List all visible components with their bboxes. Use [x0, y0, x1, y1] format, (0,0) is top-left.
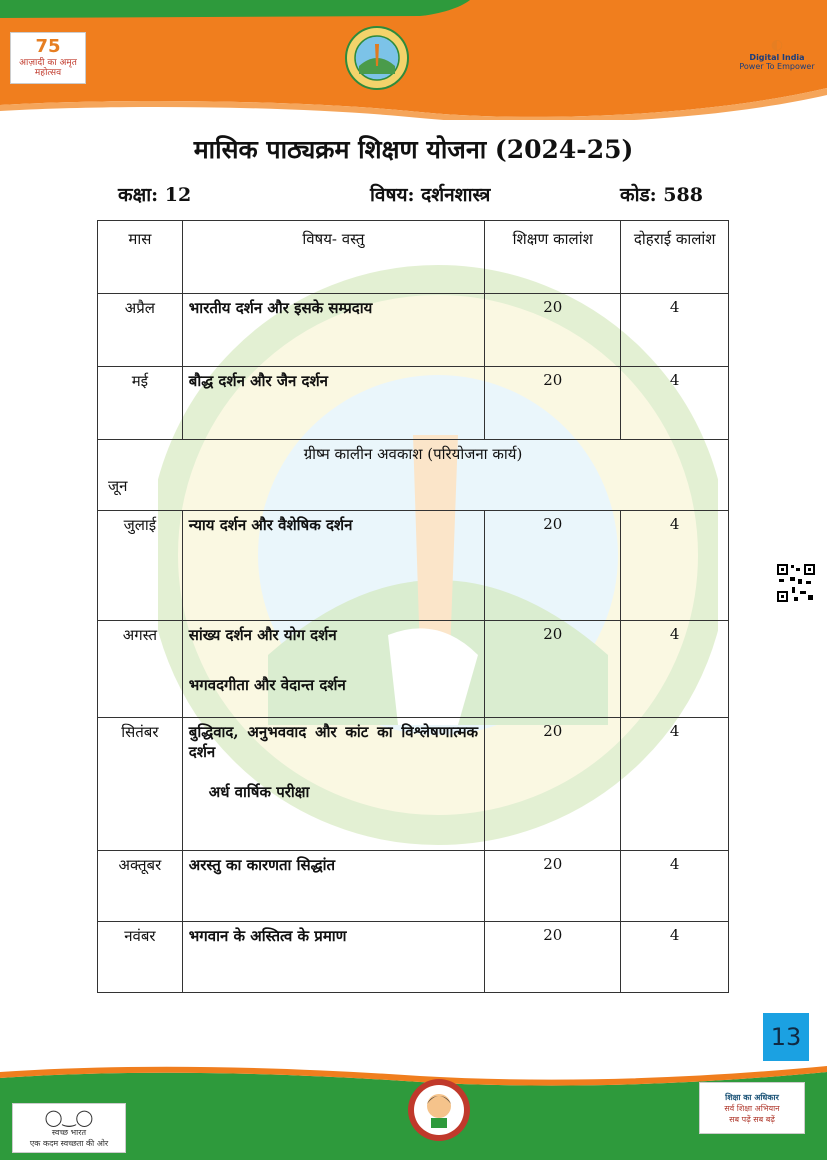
page-number-badge: 13 [763, 1013, 809, 1061]
topic-text: सांख्य दर्शन और योग दर्शन [188, 626, 337, 644]
rte-sub: सब पढ़ें सब बढ़ें [729, 1114, 775, 1124]
revision-cell: 4 [621, 851, 729, 922]
digital-india-logo: ◐ Digital India Power To Empower [739, 37, 815, 71]
swachh-bharat-tagline: एक कदम स्वच्छता की ओर [29, 1138, 109, 1148]
table-row [98, 367, 729, 440]
month-cell: अगस्त [98, 621, 183, 718]
topic-cell: अरस्तु का कारणता सिद्धांत [182, 851, 484, 922]
subject-label: विषय: दर्शनशास्त्र [370, 184, 491, 206]
topic-text: बुद्धिवाद, अनुभववाद और कांट का विश्लेषणात्मक दर्शन [188, 723, 479, 761]
page-title: मासिक पाठ्यक्रम शिक्षण योजना (2024-25) [193, 135, 634, 164]
table-row [98, 621, 729, 718]
table-row [98, 922, 729, 993]
month-cell: मई [98, 367, 183, 440]
azadi-logo-number: 75 [35, 36, 61, 58]
revision-cell: 4 [621, 922, 729, 993]
header-teaching-periods: शिक्षण कालांश [485, 221, 621, 294]
month-cell: सितंबर [98, 718, 183, 851]
table-row [98, 718, 729, 851]
table-row [98, 511, 729, 621]
month-cell: जुलाई [98, 511, 183, 621]
month-cell: अक्तूबर [98, 851, 183, 922]
teaching-cell: 20 [485, 367, 621, 440]
teaching-cell: 20 [485, 851, 621, 922]
revision-cell: 4 [621, 367, 729, 440]
qr-code-icon[interactable] [776, 563, 816, 603]
beti-bachao-logo-icon [407, 1078, 471, 1142]
teaching-cell: 20 [485, 294, 621, 367]
vacation-cell [98, 440, 729, 511]
board-seal-icon [345, 26, 409, 90]
table-row [98, 851, 729, 922]
azadi-logo-text: आज़ादी का अमृत महोत्सव [19, 58, 77, 79]
topic-extra-text: अर्ध वार्षिक परीक्षा [208, 783, 310, 801]
teaching-cell: 20 [485, 621, 621, 718]
topic-cell: भारतीय दर्शन और इसके सम्प्रदाय [182, 294, 484, 367]
class-label: कक्षा: 12 [118, 184, 192, 206]
teaching-cell: 20 [485, 511, 621, 621]
topic-cell [182, 621, 484, 718]
digital-india-tagline: Power To Empower [739, 62, 815, 71]
month-cell: अप्रैल [98, 294, 183, 367]
topic-cell: भगवान के अस्तित्व के प्रमाण [182, 922, 484, 993]
code-label: कोड: 588 [620, 184, 703, 206]
teaching-cell: 20 [485, 922, 621, 993]
header-topic: विषय- वस्तु [182, 221, 484, 294]
rte-title: शिक्षा का अधिकार [725, 1092, 779, 1102]
table-row-vacation [98, 440, 729, 511]
table-row [98, 294, 729, 367]
topic-cell: बौद्ध दर्शन और जैन दर्शन [182, 367, 484, 440]
revision-cell: 4 [621, 511, 729, 621]
revision-cell: 4 [621, 294, 729, 367]
topic-cell [182, 718, 484, 851]
rte-tagline: सर्व शिक्षा अभियान [724, 1103, 780, 1113]
digital-india-text: Digital India [749, 53, 805, 62]
swachh-bharat-logo: ◯‿◯ स्वच्छ भारत एक कदम स्वच्छता की ओर [12, 1103, 126, 1153]
azadi-logo [10, 32, 86, 84]
revision-cell: 4 [621, 718, 729, 851]
curriculum-table [97, 220, 729, 993]
revision-cell: 4 [621, 621, 729, 718]
header-banner [0, 0, 827, 120]
month-cell: नवंबर [98, 922, 183, 993]
table-header-row [98, 221, 729, 294]
header-revision-periods: दोहराई कालांश [621, 221, 729, 294]
topic-cell: न्याय दर्शन और वैशेषिक दर्शन [182, 511, 484, 621]
topic-extra-text: भगवदगीता और वेदान्त दर्शन [188, 676, 346, 694]
teaching-cell: 20 [485, 718, 621, 851]
month-cell: जून [108, 477, 128, 495]
rte-logo [699, 1082, 805, 1134]
vacation-text: ग्रीष्म कालीन अवकाश (परियोजना कार्य) [303, 445, 523, 463]
header-month: मास [98, 221, 183, 294]
swachh-bharat-text: स्वच्छ भारत [51, 1127, 87, 1137]
